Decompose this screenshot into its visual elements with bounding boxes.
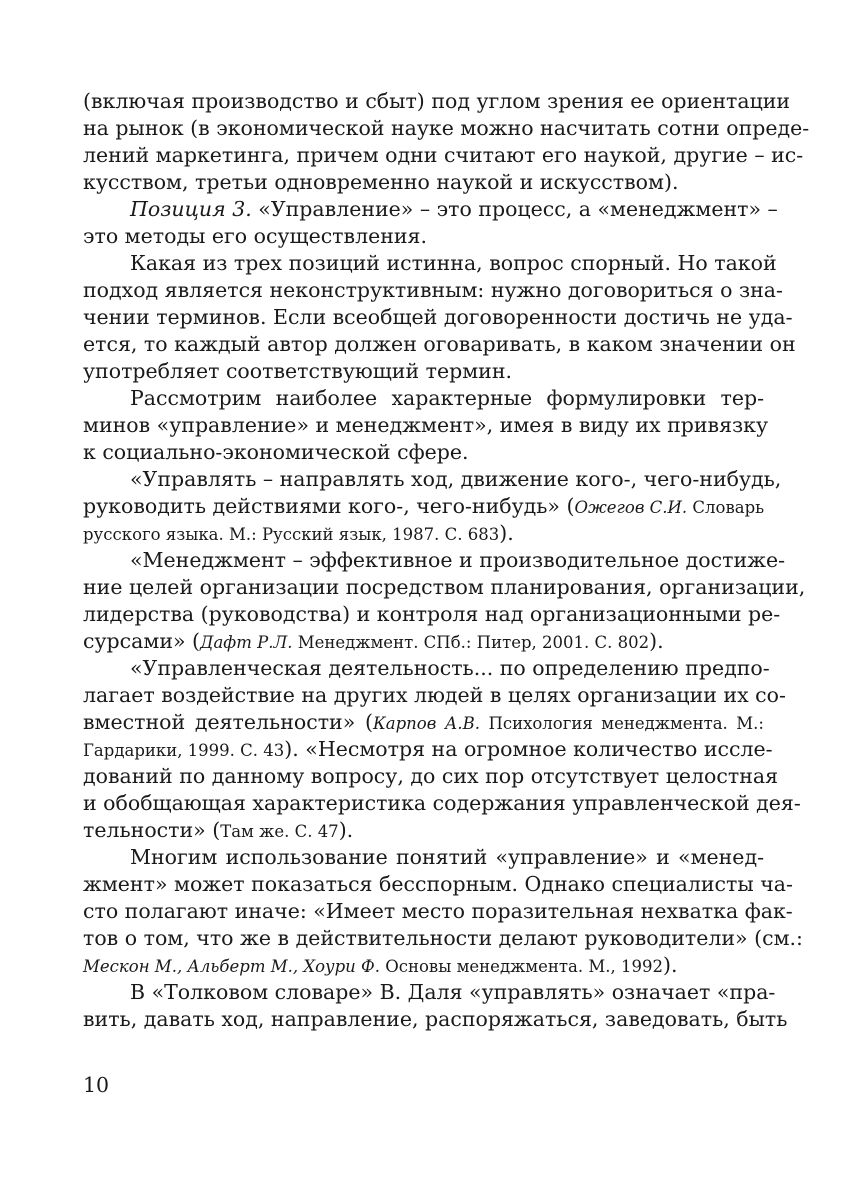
page-number: 10 [83,1073,110,1097]
citation-author: Дафт Р.Л. [200,633,293,652]
text-line: подход является неконструктивным: нужно договориться о зна- [83,278,783,302]
citation-author: Мескон М., Альберт М., Хоури Ф. [83,957,380,976]
quote-text: руководить действиями кого-, чего-нибудь» ( [83,494,575,518]
citation-ref: Там же. С. 47 [220,822,339,841]
quote-text: сурсами» ( [83,629,201,653]
quote-text: ). [649,629,664,653]
text-line: ется, то каждый автор должен оговаривать, в каком значении он [83,332,796,356]
quote-text: ). «Несмотря на огромное количество иссле- [284,737,773,761]
citation-author: Ожегов С.И. [574,498,688,517]
text-line: кусством, третьи одновременно наукой и искусством). [83,170,679,194]
text-line: ние целей организации посредством планирования, организации, [83,575,806,599]
text-line: лидерства (руководства) и контроля над организационными ре- [83,602,781,626]
citation-line [83,736,773,763]
citation-author: Карпов А.В. [373,714,480,733]
text-line: вить, давать ход, направление, распоряжаться, заведовать, быть [83,1007,788,1031]
citation-line [83,628,764,655]
position-3-text: «Управление» – это процесс, а «менеджмент» – [251,197,778,221]
text-line: В «Толковом словаре» В. Даля «управлять» означает «пра- [130,980,776,1004]
citation-line [83,709,764,736]
citation-ref: Гардарики, 1999. С. 43 [83,741,285,760]
text-line: тов о том, что же в действительности делают руководители» (см.: [83,926,803,950]
citation-ref: Менеджмент. СПб.: Питер, 2001. С. 802 [292,633,650,652]
quote-text: вместной деятельности» ( [83,710,374,734]
text-line: Какая из трех позиций истинна, вопрос спорный. Но такой [130,251,777,275]
text-line: употребляет соответствующий термин. [83,359,513,383]
quote-text: тельности» ( [83,818,221,842]
citation-line [83,520,764,547]
quote-text: ). [338,818,354,842]
citation-ref: Основы менеджмента. М., 1992 [379,957,663,976]
text-line: сто полагают иначе: «Имеет место поразительная нехватка фак- [83,899,793,923]
citation-line [83,493,764,520]
citation-ref: Психология менеджмента. М.: [479,714,764,733]
text-line: «Управленческая деятельность... по определению предпо- [130,656,770,680]
text-line: Многим использование понятий «управление» и «менед- [130,845,764,869]
book-page [83,88,810,1033]
text-line: лений маркетинга, причем одни считают его наукой, другие – ис- [83,143,804,167]
quote-text: ). [499,521,514,545]
text-line: чении терминов. Если всеобщей договоренности достичь не уда- [83,305,793,329]
text-line: жмент» может показаться бесспорным. Однако специалисты ча- [83,872,793,896]
text-line: (включая производство и сбыт) под углом зрения ее ориентации [83,89,791,113]
citation-line [83,952,764,979]
text-line: Рассмотрим наиболее характерные формулировки тер- [130,386,764,410]
text-line: и обобщающая характеристика содержания управленческой дея- [83,791,801,815]
text-line: на рынок (в экономической науке можно насчитать сотни опреде- [83,116,810,140]
text-line: лагает воздействие на других людей в целях организации их со- [83,683,786,707]
position-3-line [83,196,778,223]
text-line: к социально-экономической сфере. [83,440,469,464]
citation-line [83,817,764,844]
position-3-label: Позиция 3. [130,197,252,221]
quote-text: ). [662,953,678,977]
citation-ref: русского языка. М.: Русский язык, 1987. С. 683 [83,525,500,544]
text-line: это методы его осуществления. [83,224,427,248]
text-line: дований по данному вопросу, до сих пор отсутствует целостная [83,764,779,788]
text-line: минов «управление» и менеджмент», имея в виду их привязку [83,413,769,437]
text-line: «Менеджмент – эффективное и производительное достиже- [130,548,786,572]
citation-ref: Словарь [687,498,765,517]
text-line: «Управлять – направлять ход, движение кого-, чего-нибудь, [130,467,782,491]
